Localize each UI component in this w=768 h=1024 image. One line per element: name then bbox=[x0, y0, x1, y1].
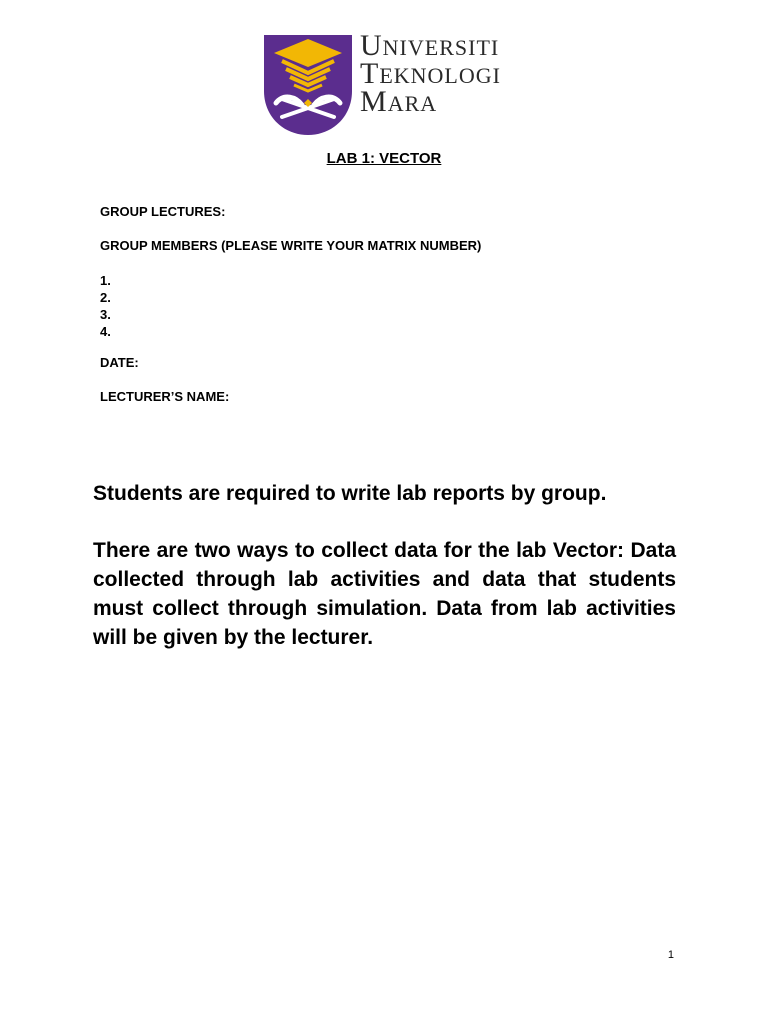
group-members-label: GROUP MEMBERS (PLEASE WRITE YOUR MATRIX NUMBER) bbox=[100, 238, 482, 253]
list-item: 3. bbox=[100, 307, 111, 322]
university-wordmark bbox=[360, 29, 501, 118]
page-title: LAB 1: VECTOR bbox=[326, 150, 442, 167]
date-label: DATE: bbox=[100, 355, 139, 370]
members-list bbox=[100, 272, 111, 340]
data-collection-paragraph: There are two ways to collect data for the lab Vector: Data collected through lab activities and data that students must collect through simulation. Data from lab activities will be given by the lecturer. bbox=[93, 539, 676, 649]
lecturer-name-label: LECTURER’S NAME: bbox=[100, 389, 230, 404]
page-number: 1 bbox=[667, 949, 674, 961]
uitm-crest-icon bbox=[262, 33, 354, 137]
list-item: 2. bbox=[100, 290, 111, 305]
university-logo bbox=[262, 29, 512, 139]
instruction-paragraph: Students are required to write lab reports by group. bbox=[93, 482, 607, 505]
wordmark-line-1: UNIVERSITI bbox=[360, 29, 500, 62]
list-item: 4. bbox=[100, 324, 111, 339]
list-item: 1. bbox=[100, 273, 111, 288]
wordmark-line-2: TEKNOLOGI bbox=[360, 57, 501, 90]
group-lectures-label: GROUP LECTURES: bbox=[100, 204, 226, 219]
wordmark-line-3: MARA bbox=[360, 85, 438, 118]
